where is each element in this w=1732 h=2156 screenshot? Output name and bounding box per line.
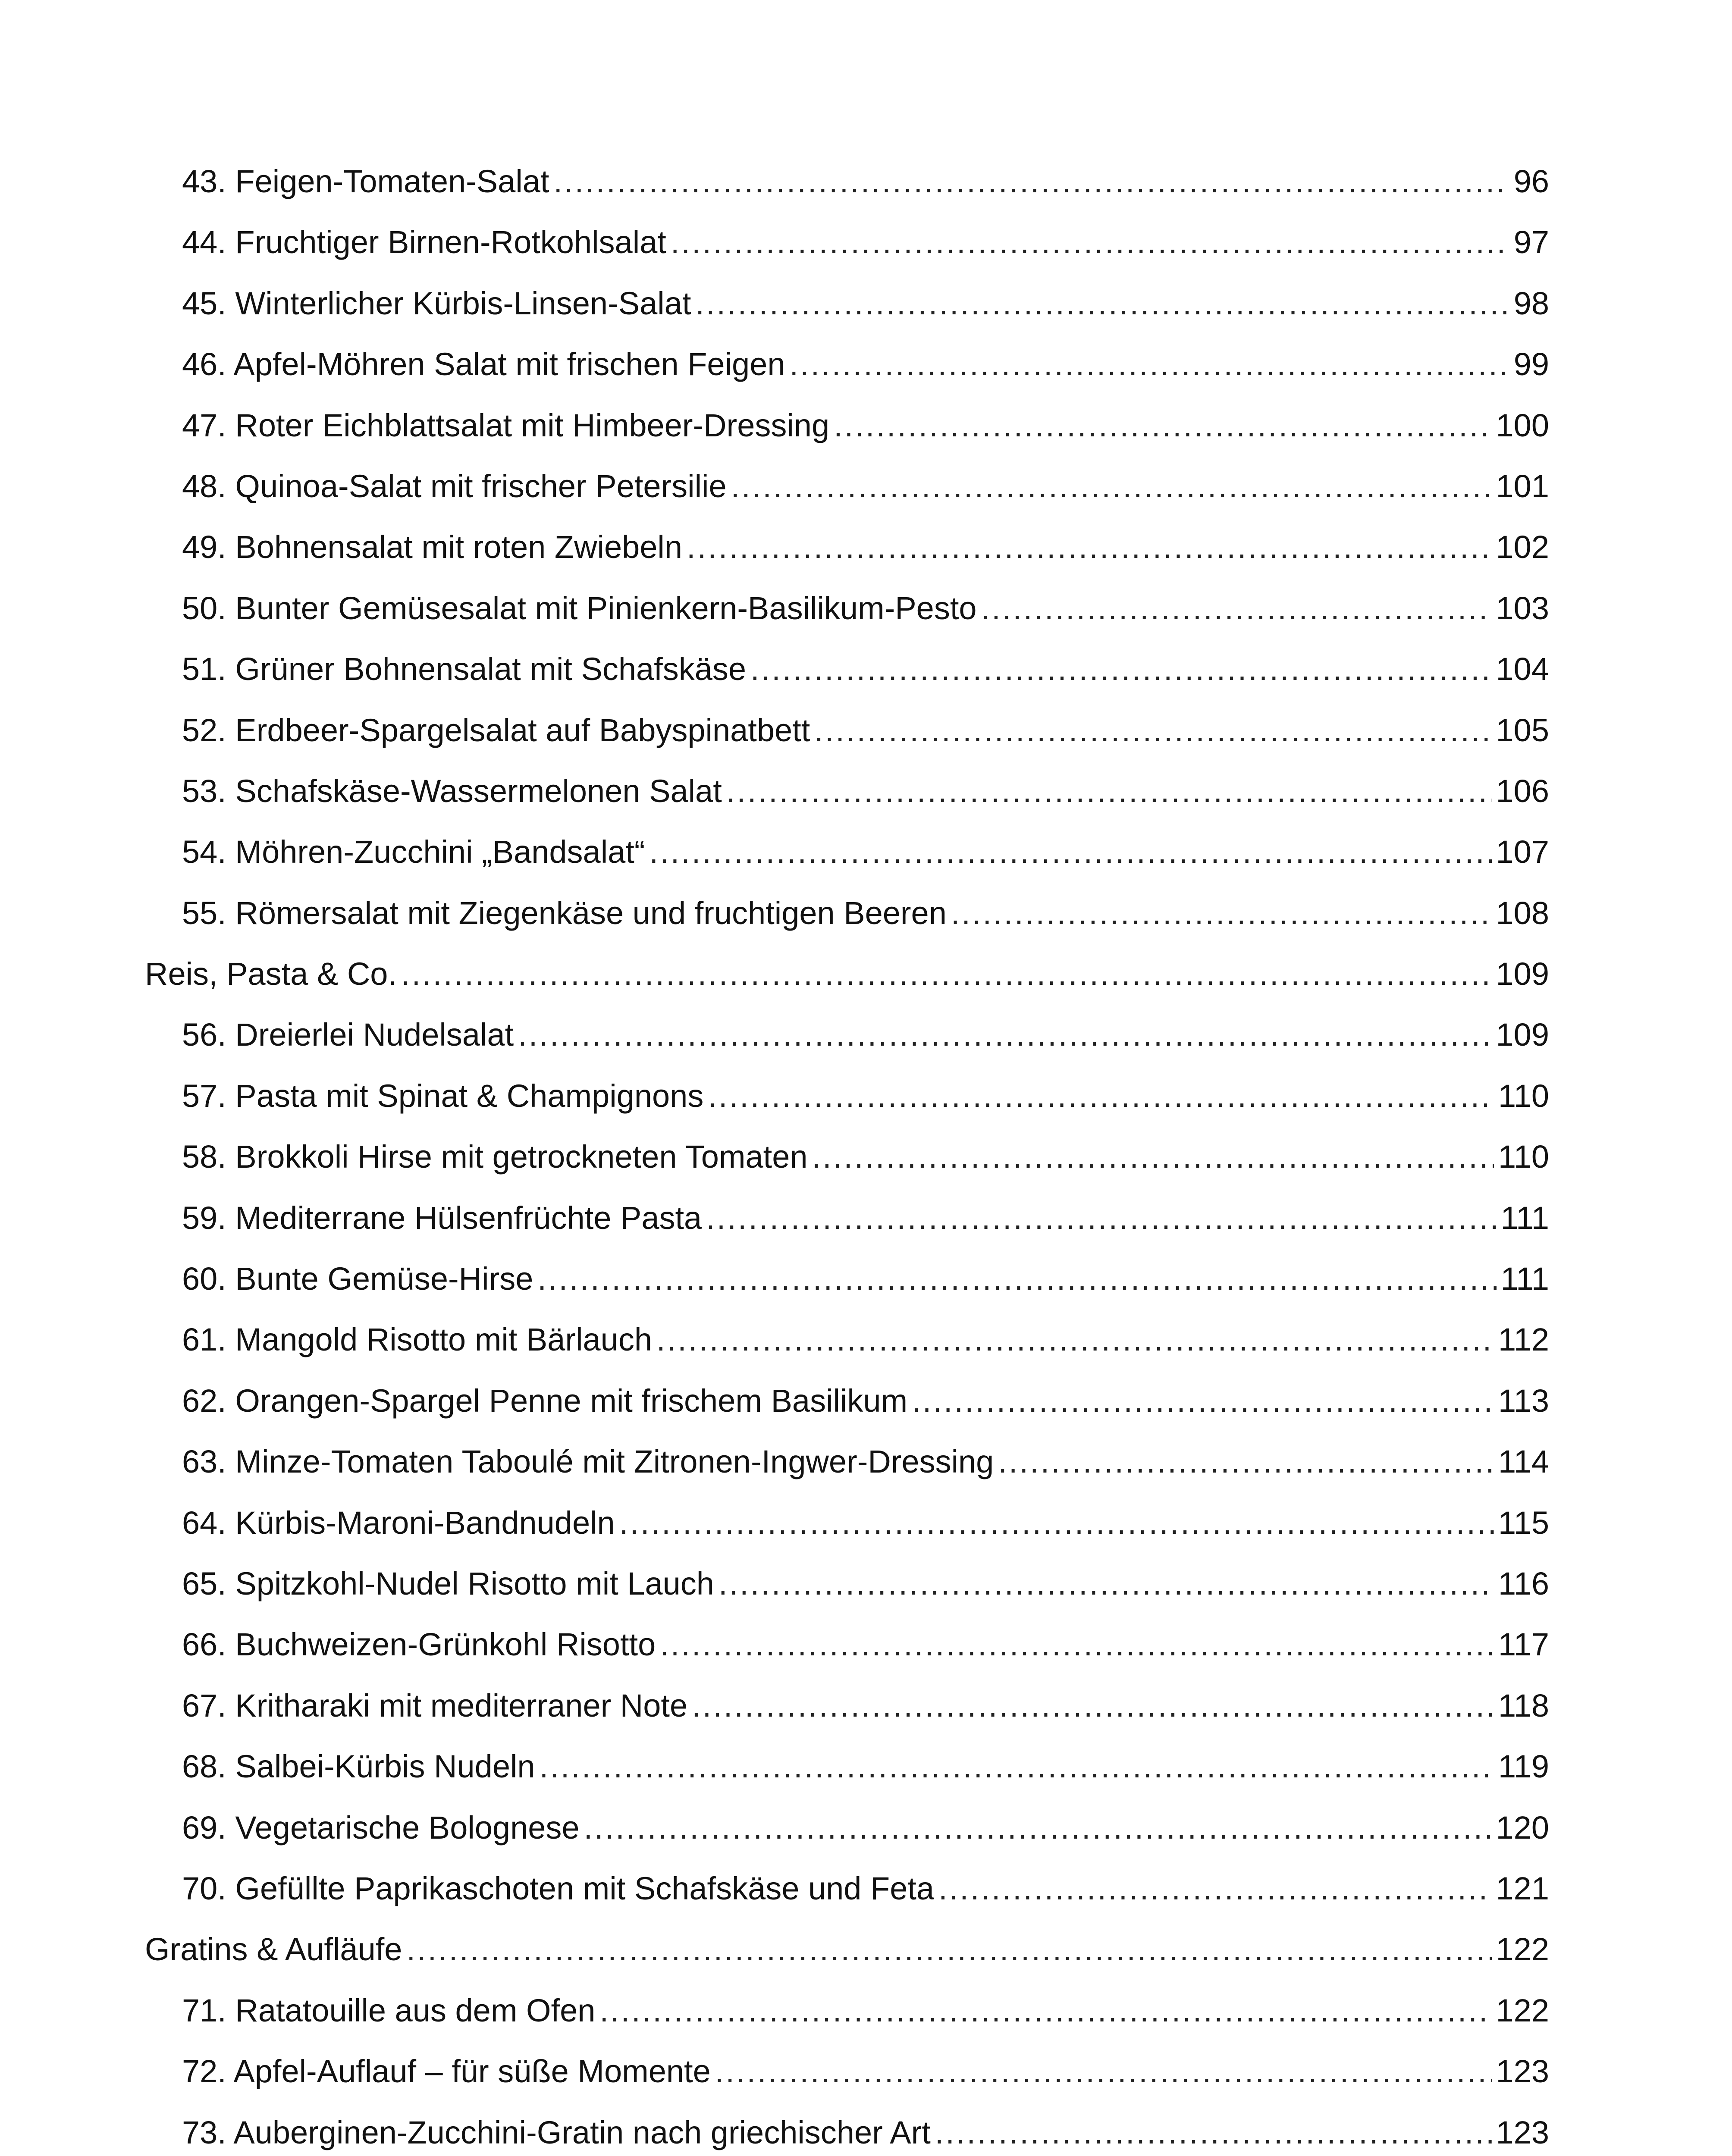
toc-entry-row[interactable] [145,1126,1549,1187]
toc-entry-row[interactable] [145,456,1549,517]
toc-page-number: 101 [1496,468,1549,504]
toc-entry-title: 69. Vegetarische Bolognese [182,1809,580,1846]
toc-page-number: 122 [1496,1992,1549,2028]
toc-dot-leader [656,1309,1494,1370]
toc-page-number: 123 [1496,2053,1549,2090]
toc-entry-row[interactable] [145,1858,1549,1919]
toc-dot-leader [731,456,1492,517]
toc-dot-leader [951,883,1492,943]
toc-dot-leader [726,761,1492,821]
toc-dot-leader [401,943,1492,1004]
toc-dot-leader [814,700,1491,761]
toc-dot-leader [708,1065,1494,1126]
toc-page-number: 117 [1498,1626,1549,1663]
toc-page-number: 109 [1496,956,1549,992]
toc-page-number: 111 [1500,1200,1549,1236]
toc-entry-row[interactable] [145,151,1549,212]
toc-page-number: 96 [1513,163,1549,199]
toc-entry-row[interactable] [145,334,1549,395]
toc-dot-leader [406,1919,1491,1980]
toc-entry-row[interactable] [145,1431,1549,1492]
toc-entry-title: 60. Bunte Gemüse-Hirse [182,1261,533,1297]
toc-page-number: 112 [1498,1322,1549,1358]
toc-entry-row[interactable] [145,517,1549,577]
toc-entry-row[interactable] [145,821,1549,882]
toc-dot-leader [981,578,1492,639]
toc-page-number: 111 [1500,1261,1549,1297]
toc-page-number: 98 [1513,285,1549,321]
toc-page-number: 116 [1498,1565,1549,1601]
toc-dot-leader [540,1736,1494,1797]
toc-entry-title: 45. Winterlicher Kürbis-Linsen-Salat [182,285,691,321]
toc-dot-leader [812,1126,1494,1187]
toc-dot-leader [719,1553,1494,1614]
toc-dot-leader [998,1431,1494,1492]
toc-entry-row[interactable] [145,761,1549,821]
table-of-contents [145,151,1549,2156]
toc-dot-leader [660,1614,1494,1675]
toc-entry-row[interactable] [145,1065,1549,1126]
toc-entry-title: 51. Grüner Bohnensalat mit Schafskäse [182,651,747,687]
toc-entry-row[interactable] [145,395,1549,456]
toc-dot-leader [619,1492,1494,1553]
toc-entry-title: 66. Buchweizen-Grünkohl Risotto [182,1626,656,1663]
toc-entry-title: 48. Quinoa-Salat mit frischer Petersilie [182,468,727,504]
toc-entry-title: 67. Kritharaki mit mediterraner Note [182,1687,688,1724]
toc-dot-leader [584,1797,1492,1858]
toc-entry-row[interactable] [145,2041,1549,2102]
toc-entry-title: 52. Erdbeer-Spargelsalat auf Babyspinatbett [182,712,810,748]
toc-entry-row[interactable] [145,1980,1549,2041]
toc-page-number: 103 [1496,590,1549,626]
toc-entry-title: 49. Bohnensalat mit roten Zwiebeln [182,529,683,565]
toc-dot-leader [912,1370,1494,1431]
toc-dot-leader [599,1980,1491,2041]
toc-entry-title: 46. Apfel-Möhren Salat mit frischen Feigen [182,346,785,382]
toc-page-number: 107 [1496,834,1549,870]
toc-entry-row[interactable] [145,1614,1549,1675]
toc-entry-title: 63. Minze-Tomaten Taboulé mit Zitronen-Ingwer-Dressing [182,1444,994,1480]
toc-page-number: 100 [1496,407,1549,443]
toc-page-number: 113 [1498,1382,1549,1419]
toc-entry-title: 47. Roter Eichblattsalat mit Himbeer-Dressing [182,407,830,443]
toc-entry-title: 53. Schafskäse-Wassermelonen Salat [182,773,722,809]
toc-dot-leader [938,1858,1491,1919]
toc-entry-title: 64. Kürbis-Maroni-Bandnudeln [182,1504,615,1541]
toc-dot-leader [537,1248,1496,1309]
toc-dot-leader [687,517,1492,577]
toc-page-number: 110 [1498,1139,1549,1175]
toc-entry-title: 58. Brokkoli Hirse mit getrockneten Tomaten [182,1139,808,1175]
toc-entry-title: 71. Ratatouille aus dem Ofen [182,1992,596,2028]
toc-section-row[interactable] [145,1919,1549,1980]
toc-entry-title: 65. Spitzkohl-Nudel Risotto mit Lauch [182,1565,714,1601]
toc-entry-row[interactable] [145,1797,1549,1858]
toc-entry-title: 44. Fruchtiger Birnen-Rotkohlsalat [182,224,666,260]
toc-dot-leader [706,1188,1496,1248]
toc-entry-title: 56. Dreierlei Nudelsalat [182,1017,514,1053]
toc-page-number: 110 [1498,1078,1549,1114]
toc-page-number: 115 [1498,1504,1549,1541]
toc-page-number: 123 [1496,2114,1549,2150]
toc-entry-title: 72. Apfel-Auflauf – für süße Momente [182,2053,711,2090]
toc-page-number: 102 [1496,529,1549,565]
toc-entry-row[interactable] [145,273,1549,334]
toc-entry-row[interactable] [145,578,1549,639]
toc-entry-row[interactable] [145,700,1549,761]
toc-entry-title: Reis, Pasta & Co. [145,956,397,992]
toc-entry-row[interactable] [145,1675,1549,1736]
toc-entry-title: Gratins & Aufläufe [145,1931,402,1968]
toc-dot-leader [518,1004,1491,1065]
toc-entry-row[interactable] [145,1188,1549,1248]
toc-entry-title: 57. Pasta mit Spinat & Champignons [182,1078,704,1114]
toc-entry-row[interactable] [145,2102,1549,2156]
toc-entry-title: 70. Gefüllte Paprikaschoten mit Schafskäse und Feta [182,1870,935,1906]
toc-entry-title: 62. Orangen-Spargel Penne mit frischem Basilikum [182,1382,908,1419]
toc-entry-row[interactable] [145,1736,1549,1797]
toc-page-number: 104 [1496,651,1549,687]
toc-dot-leader [650,821,1492,882]
toc-page-number: 99 [1513,346,1549,382]
toc-page-number: 109 [1496,1017,1549,1053]
toc-entry-row[interactable] [145,1492,1549,1553]
toc-entry-title: 54. Möhren-Zucchini „Bandsalat“ [182,834,645,870]
toc-entry-title: 43. Feigen-Tomaten-Salat [182,163,549,199]
toc-entry-row[interactable] [145,1553,1549,1614]
toc-entry-row[interactable] [145,883,1549,943]
toc-dot-leader [695,273,1509,334]
toc-entry-title: 55. Römersalat mit Ziegenkäse und fruchtigen Beeren [182,895,947,931]
toc-page-number: 105 [1496,712,1549,748]
toc-entry-row[interactable] [145,1248,1549,1309]
toc-section-row[interactable] [145,943,1549,1004]
toc-entry-row[interactable] [145,212,1549,273]
toc-dot-leader [750,639,1491,699]
toc-entry-title: 61. Mangold Risotto mit Bärlauch [182,1322,652,1358]
toc-page-number: 119 [1498,1749,1549,1785]
toc-page-number: 122 [1496,1931,1549,1968]
toc-entry-title: 50. Bunter Gemüsesalat mit Pinienkern-Basilikum-Pesto [182,590,977,626]
toc-page-number: 120 [1496,1809,1549,1846]
toc-dot-leader [834,395,1491,456]
toc-entry-title: 73. Auberginen-Zucchini-Gratin nach griechischer Art [182,2114,931,2150]
toc-entry-title: 68. Salbei-Kürbis Nudeln [182,1749,535,1785]
toc-entry-row[interactable] [145,1309,1549,1370]
toc-page-number: 114 [1498,1444,1549,1480]
toc-entry-title: 59. Mediterrane Hülsenfrüchte Pasta [182,1200,702,1236]
toc-page-number: 108 [1496,895,1549,931]
toc-dot-leader [692,1675,1494,1736]
toc-dot-leader [789,334,1509,395]
toc-dot-leader [671,212,1509,273]
toc-entry-row[interactable] [145,1370,1549,1431]
toc-page-number: 97 [1513,224,1549,260]
toc-dot-leader [553,151,1509,212]
toc-dot-leader [935,2102,1492,2156]
toc-page-number: 106 [1496,773,1549,809]
toc-entry-row[interactable] [145,639,1549,699]
toc-dot-leader [715,2041,1492,2102]
toc-page-number: 121 [1496,1870,1549,1906]
toc-page-number: 118 [1498,1687,1549,1724]
toc-entry-row[interactable] [145,1004,1549,1065]
